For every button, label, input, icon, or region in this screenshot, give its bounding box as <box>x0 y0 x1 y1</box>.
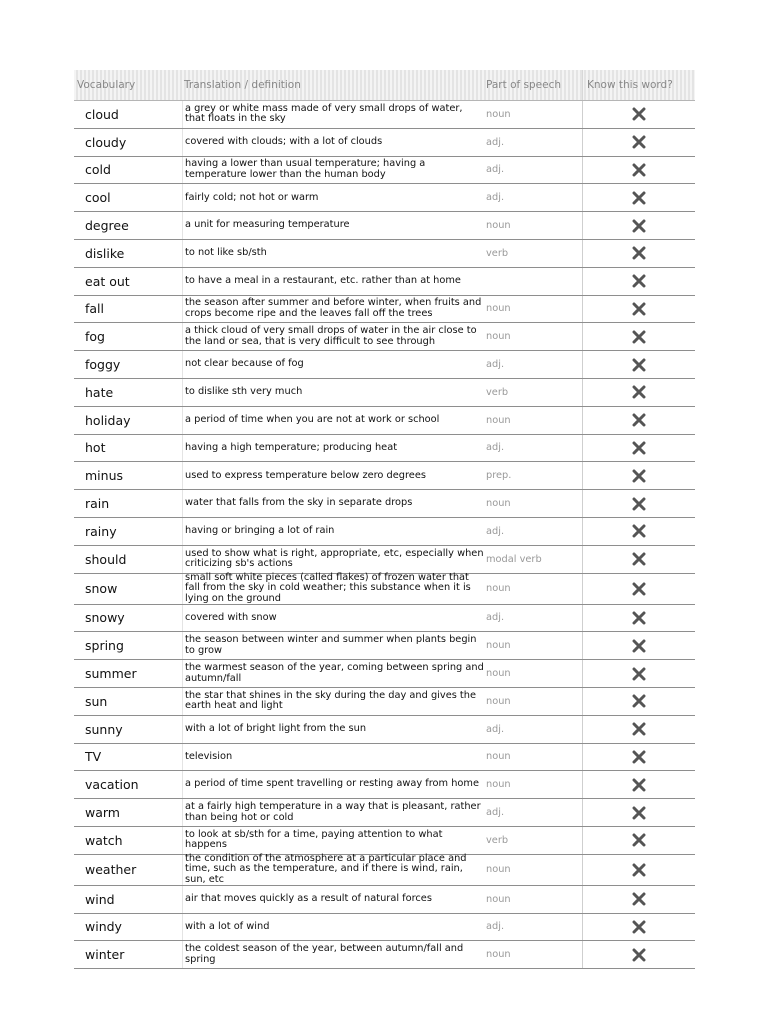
table-row <box>74 571 695 605</box>
definition-text: a thick cloud of very small drops of water in the air close to the land or sea, that is very difficult to see through <box>182 323 486 350</box>
definition-text: with a lot of bright light from the sun <box>182 716 486 743</box>
vocab-word: watch <box>85 832 123 848</box>
cross-x-icon[interactable] <box>631 749 647 765</box>
cross-x-icon[interactable] <box>631 273 647 289</box>
definition-text: the star that shines in the sky during the day and gives the earth heat and light <box>182 688 486 715</box>
vocab-word: summer <box>85 666 137 682</box>
part-of-speech: modal verb <box>486 553 542 565</box>
know-word-cell <box>582 546 695 573</box>
part-of-speech: adj. <box>486 525 505 537</box>
know-word-cell <box>582 323 695 350</box>
definition-text: fairly cold; not hot or warm <box>182 184 486 211</box>
know-word-cell <box>582 490 695 517</box>
cross-x-icon[interactable] <box>631 468 647 484</box>
vocab-word: should <box>85 551 127 567</box>
cross-x-icon[interactable] <box>631 190 647 206</box>
know-word-cell <box>582 296 695 323</box>
table-row <box>74 351 695 379</box>
definition-text: the condition of the atmosphere at a particular place and time, such as the temperature, and if there is wind, rain, sun, etc <box>182 855 486 885</box>
vocab-word: hate <box>85 384 114 400</box>
part-of-speech: noun <box>486 583 511 595</box>
table-header <box>74 70 695 101</box>
vocab-word: windy <box>85 919 122 935</box>
part-of-speech: adj. <box>486 807 505 819</box>
cross-x-icon[interactable] <box>631 805 647 821</box>
table-row <box>74 268 695 296</box>
definition-text: having a lower than usual temperature; having a temperature lower than the human body <box>182 157 486 184</box>
definition-text: not clear because of fog <box>182 351 486 378</box>
definition-text: to look at sb/sth for a time, paying attention to what happens <box>182 827 486 854</box>
definition-text: a period of time when you are not at work or school <box>182 407 486 434</box>
definition-text: a unit for measuring temperature <box>182 212 486 239</box>
part-of-speech: prep. <box>486 470 512 482</box>
cross-x-icon[interactable] <box>631 551 647 567</box>
part-of-speech: noun <box>486 303 511 315</box>
cross-x-icon[interactable] <box>631 832 647 848</box>
vocab-word: snow <box>85 581 118 597</box>
vocab-word: eat out <box>85 273 130 289</box>
definition-text: used to show what is right, appropriate, etc, especially when criticizing sb's actions <box>182 546 486 573</box>
know-word-cell <box>582 157 695 184</box>
know-word-cell <box>582 379 695 406</box>
definition-text: a grey or white mass made of very small drops of water, that floats in the sky <box>182 101 486 128</box>
vocab-word: cold <box>85 162 111 178</box>
vocab-word: wind <box>85 891 115 907</box>
know-word-cell <box>582 518 695 545</box>
definition-text: having or bringing a lot of rain <box>182 518 486 545</box>
vocab-word: weather <box>85 862 137 878</box>
part-of-speech: adj. <box>486 723 505 735</box>
table-row <box>74 827 695 855</box>
cross-x-icon[interactable] <box>631 106 647 122</box>
part-of-speech: adj. <box>486 442 505 454</box>
table-row <box>74 799 695 827</box>
table-row <box>74 435 695 463</box>
definition-text: water that falls from the sky in separate drops <box>182 490 486 517</box>
table-row <box>74 660 695 688</box>
part-of-speech: noun <box>486 893 511 905</box>
table-row <box>74 632 695 660</box>
know-word-cell <box>582 632 695 659</box>
definition-text: at a fairly high temperature in a way that is pleasant, rather than being hot or cold <box>182 799 486 826</box>
definition-text: television <box>182 744 486 771</box>
cross-x-icon[interactable] <box>631 329 647 345</box>
know-word-cell <box>582 771 695 798</box>
cross-x-icon[interactable] <box>631 412 647 428</box>
vocab-word: snowy <box>85 610 125 626</box>
table-row <box>74 101 695 129</box>
vocab-word: cool <box>85 190 111 206</box>
table-row <box>74 744 695 772</box>
part-of-speech: noun <box>486 864 511 876</box>
vocab-word: foggy <box>85 357 121 373</box>
definition-text: to not like sb/sth <box>182 240 486 267</box>
part-of-speech: noun <box>486 331 511 343</box>
cross-x-icon[interactable] <box>631 638 647 654</box>
table-row <box>74 852 695 886</box>
table-row <box>74 605 695 633</box>
header-definition: Translation / definition <box>184 79 301 91</box>
header-part-of-speech: Part of speech <box>486 79 562 91</box>
definition-text: small soft white pieces (called flakes) of frozen water that fall from the sky in cold weather; this substance when it is lying on the ground <box>182 574 486 604</box>
know-word-cell <box>582 688 695 715</box>
table-row <box>74 716 695 744</box>
cross-x-icon[interactable] <box>631 693 647 709</box>
part-of-speech: noun <box>486 640 511 652</box>
part-of-speech: noun <box>486 220 511 232</box>
vocab-word: degree <box>85 218 129 234</box>
cross-x-icon[interactable] <box>631 440 647 456</box>
table-row <box>74 546 695 574</box>
know-word-cell <box>582 660 695 687</box>
vocab-word: sun <box>85 693 108 709</box>
definition-text: to have a meal in a restaurant, etc. rather than at home <box>182 268 486 295</box>
know-word-cell <box>582 941 695 968</box>
know-word-cell <box>582 799 695 826</box>
cross-x-icon[interactable] <box>631 947 647 963</box>
vocab-word: rain <box>85 496 110 512</box>
cross-x-icon[interactable] <box>631 721 647 737</box>
table-row <box>74 129 695 157</box>
definition-text: the coldest season of the year, between autumn/fall and spring <box>182 941 486 968</box>
vocab-word: winter <box>85 947 125 963</box>
know-word-cell <box>582 574 695 604</box>
know-word-cell <box>582 605 695 632</box>
table-row <box>74 296 695 324</box>
know-word-cell <box>582 886 695 913</box>
definition-text: to dislike sth very much <box>182 379 486 406</box>
know-word-cell <box>582 827 695 854</box>
vocab-word: dislike <box>85 245 125 261</box>
vocab-word: spring <box>85 638 124 654</box>
table-row <box>74 490 695 518</box>
part-of-speech: verb <box>486 247 509 259</box>
part-of-speech: noun <box>486 108 511 120</box>
cross-x-icon[interactable] <box>631 496 647 512</box>
cross-x-icon[interactable] <box>631 610 647 626</box>
table-row <box>74 941 695 969</box>
know-word-cell <box>582 407 695 434</box>
part-of-speech: noun <box>486 668 511 680</box>
table-body <box>74 101 695 969</box>
know-word-cell <box>582 101 695 128</box>
table-row <box>74 771 695 799</box>
cross-x-icon[interactable] <box>631 357 647 373</box>
know-word-cell <box>582 212 695 239</box>
definition-text: covered with clouds; with a lot of clouds <box>182 129 486 156</box>
know-word-cell <box>582 716 695 743</box>
part-of-speech: verb <box>486 386 509 398</box>
definition-text: the warmest season of the year, coming between spring and autumn/fall <box>182 660 486 687</box>
table-row <box>74 914 695 942</box>
vocab-word: warm <box>85 805 120 821</box>
table-row <box>74 184 695 212</box>
part-of-speech: noun <box>486 779 511 791</box>
know-word-cell <box>582 268 695 295</box>
vocab-word: TV <box>85 749 102 765</box>
vocab-word: fall <box>85 301 105 317</box>
vocab-word: rainy <box>85 523 117 539</box>
part-of-speech: verb <box>486 834 509 846</box>
know-word-cell <box>582 855 695 885</box>
definition-text: used to express temperature below zero degrees <box>182 462 486 489</box>
vocab-word: fog <box>85 329 105 345</box>
definition-text: with a lot of wind <box>182 914 486 941</box>
vocab-word: holiday <box>85 412 131 428</box>
part-of-speech: noun <box>486 414 511 426</box>
table-row <box>74 240 695 268</box>
cross-x-icon[interactable] <box>631 134 647 150</box>
definition-text: the season after summer and before winter, when fruits and crops become ripe and the leaves fall off the trees <box>182 296 486 323</box>
cross-x-icon[interactable] <box>631 777 647 793</box>
vocab-word: cloudy <box>85 134 127 150</box>
table-row <box>74 212 695 240</box>
know-word-cell <box>582 435 695 462</box>
know-word-cell <box>582 914 695 941</box>
header-vocabulary: Vocabulary <box>77 79 136 91</box>
cross-x-icon[interactable] <box>631 523 647 539</box>
table-row <box>74 518 695 546</box>
cross-x-icon[interactable] <box>631 891 647 907</box>
cross-x-icon[interactable] <box>631 384 647 400</box>
vocab-word: sunny <box>85 721 123 737</box>
cross-x-icon[interactable] <box>631 301 647 317</box>
vocab-word: vacation <box>85 777 139 793</box>
definition-text: having a high temperature; producing heat <box>182 435 486 462</box>
part-of-speech <box>486 268 582 295</box>
part-of-speech: adj. <box>486 164 505 176</box>
vocab-word: hot <box>85 440 106 456</box>
cross-x-icon[interactable] <box>631 919 647 935</box>
part-of-speech: adj. <box>486 136 505 148</box>
part-of-speech: adj. <box>486 921 505 933</box>
table-row <box>74 688 695 716</box>
vocab-word: minus <box>85 468 124 484</box>
part-of-speech: noun <box>486 498 511 510</box>
cross-x-icon[interactable] <box>631 218 647 234</box>
definition-text: a period of time spent travelling or resting away from home <box>182 771 486 798</box>
definition-text: air that moves quickly as a result of natural forces <box>182 886 486 913</box>
table-row <box>74 323 695 351</box>
header-know-this-word: Know this word? <box>582 70 695 100</box>
know-word-cell <box>582 744 695 771</box>
know-word-cell <box>582 129 695 156</box>
definition-text: covered with snow <box>182 605 486 632</box>
know-word-cell <box>582 462 695 489</box>
table-row <box>74 407 695 435</box>
cross-x-icon[interactable] <box>631 245 647 261</box>
vocabulary-table <box>74 70 695 969</box>
cross-x-icon[interactable] <box>631 581 647 597</box>
part-of-speech: noun <box>486 751 511 763</box>
vocab-word: cloud <box>85 106 119 122</box>
table-row <box>74 157 695 185</box>
definition-text: the season between winter and summer when plants begin to grow <box>182 632 486 659</box>
part-of-speech: adj. <box>486 359 505 371</box>
table-row <box>74 886 695 914</box>
table-row <box>74 379 695 407</box>
know-word-cell <box>582 351 695 378</box>
part-of-speech: adj. <box>486 192 505 204</box>
cross-x-icon[interactable] <box>631 862 647 878</box>
part-of-speech: noun <box>486 695 511 707</box>
know-word-cell <box>582 240 695 267</box>
part-of-speech: adj. <box>486 612 505 624</box>
part-of-speech: noun <box>486 949 511 961</box>
cross-x-icon[interactable] <box>631 666 647 682</box>
table-row <box>74 462 695 490</box>
cross-x-icon[interactable] <box>631 162 647 178</box>
know-word-cell <box>582 184 695 211</box>
